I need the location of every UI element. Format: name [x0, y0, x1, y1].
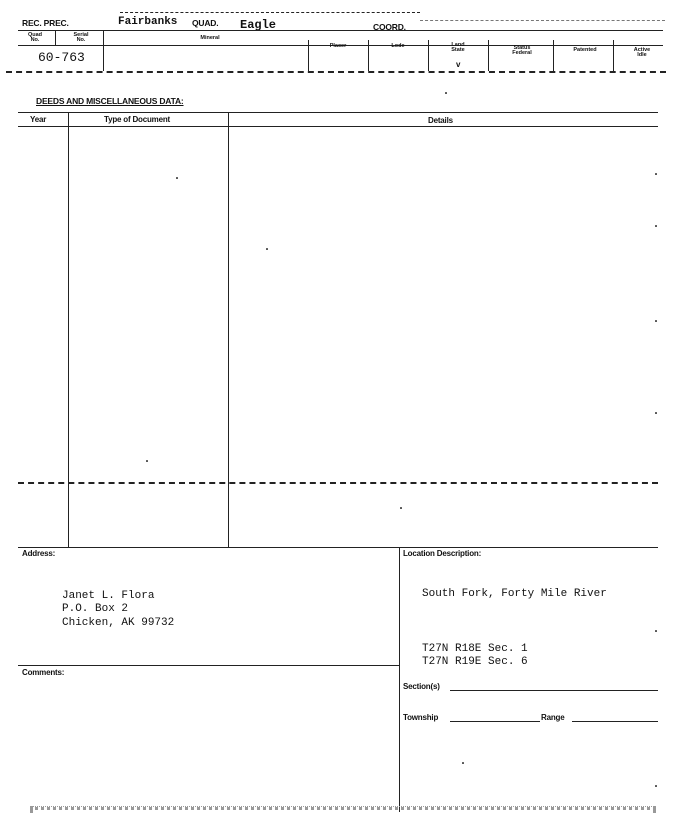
location-label: Location Description: [403, 549, 482, 558]
scan-speck [655, 630, 657, 632]
scan-speck [146, 460, 148, 462]
col-placer: Placer [329, 43, 347, 49]
col-quad-no: Quad No. [27, 32, 43, 43]
col-sep-status [553, 40, 554, 71]
comments-top-line [18, 665, 399, 666]
address-line2: P.O. Box 2 [62, 603, 129, 615]
scan-speck [462, 762, 464, 764]
scan-speck [445, 92, 447, 94]
col-serial-no: Serial No. [73, 32, 89, 43]
quad-value: Eagle [240, 18, 277, 32]
township-field-line[interactable] [450, 721, 540, 722]
location-trs-1: T27N R18E Sec. 1 [422, 643, 528, 655]
deeds-title: DEEDS AND MISCELLANEOUS DATA: [36, 96, 184, 106]
quad-serial-value: 60-763 [38, 50, 85, 65]
address-line3: Chicken, AK 99732 [62, 617, 175, 629]
rec-prec-label: REC. PREC. [22, 18, 69, 28]
sections-label: Section(s) [403, 682, 440, 691]
deeds-col-year: Year [30, 115, 47, 124]
col-sep-land [488, 40, 489, 71]
address-line1: Janet L. Flora [62, 590, 155, 602]
col-lode: Lode [391, 43, 405, 49]
scan-speck [655, 412, 657, 414]
col-mineral: Mineral [200, 35, 220, 41]
range-label: Range [541, 713, 565, 722]
top-rule-right [420, 20, 665, 21]
col-sep-quad [55, 30, 56, 45]
location-trs-2: T27N R19E Sec. 6 [422, 656, 528, 668]
col-status-federal: Status Federal [512, 45, 532, 56]
deeds-col-details: Details [428, 116, 453, 125]
deeds-table-bottom [18, 547, 658, 548]
sections-field-line[interactable] [450, 690, 658, 691]
coord-label: COORD. [373, 22, 406, 32]
col-patented: Patented [573, 47, 597, 53]
col-active-idle: Active Idle [633, 47, 651, 58]
col-sep-mineral [308, 40, 309, 71]
scan-speck [266, 248, 268, 250]
location-description: South Fork, Forty Mile River [422, 588, 607, 600]
deeds-header-bottom [18, 126, 658, 127]
col-sep-placer [368, 40, 369, 71]
scan-speck [176, 177, 178, 179]
deeds-table-top [18, 112, 658, 113]
bottom-scan-noise [30, 806, 656, 810]
township-label: Township [403, 713, 439, 722]
rec-prec-value: Fairbanks [118, 16, 178, 28]
header-top-line [18, 30, 663, 31]
col-land-state: Land State [451, 42, 465, 53]
range-field-line[interactable] [572, 721, 658, 722]
deeds-col-type: Type of Document [104, 115, 170, 124]
scan-speck [655, 785, 657, 787]
scan-speck [400, 507, 402, 509]
col-sep-serial [103, 30, 104, 71]
deeds-dash-line [18, 482, 658, 484]
address-label: Address: [22, 549, 56, 558]
scan-speck [655, 173, 657, 175]
land-state-mark: v [456, 60, 461, 69]
col-sep-lode [428, 40, 429, 71]
top-rule [120, 12, 420, 13]
header-bottom-dash [6, 71, 666, 73]
col-sep-patented [613, 40, 614, 71]
comments-label: Comments: [22, 668, 65, 677]
scan-speck [655, 225, 657, 227]
scan-speck [655, 320, 657, 322]
quad-label: QUAD. [192, 18, 219, 28]
bottom-col-sep [399, 547, 400, 812]
